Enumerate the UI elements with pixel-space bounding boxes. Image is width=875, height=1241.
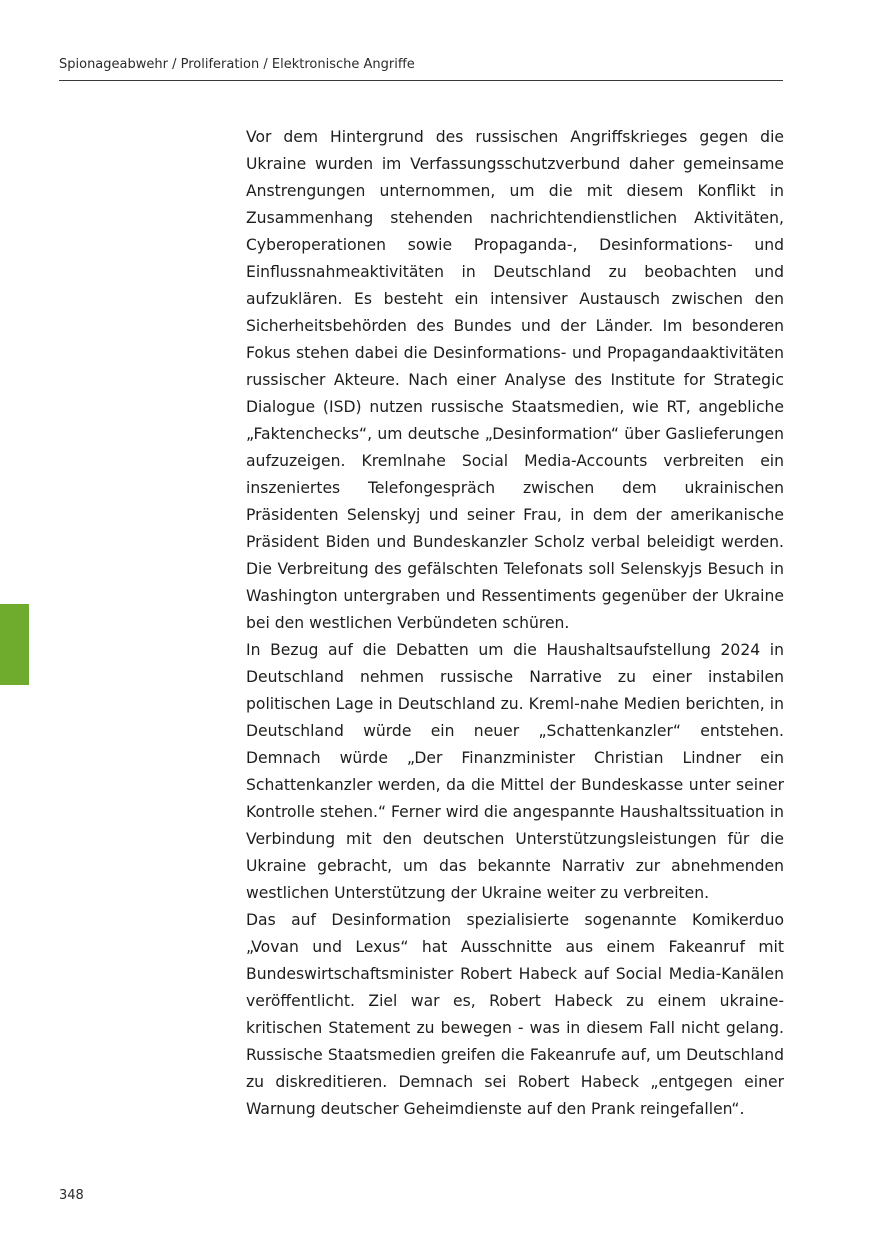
- paragraph-fakeanruf-habeck: Das auf Desinformation spezialisierte sogenannte Komikerduo „Vovan und Lexus“ hat Ausschnitte aus einem Fakeanruf mit Bundeswirtschaftsminister Robert Habeck auf Social Media-Kanälen veröffentlicht. Ziel war es, Robert Habeck zu einem ukraine-kritischen Statement zu bewegen - was in diesem Fall nicht gelang. Russische Staatsmedien greifen die Fakeanrufe auf, um Deutschland zu diskreditieren. Demnach sei Robert Habeck „entgegen einer Warnung deutscher Geheimdienste auf den Prank reingefallen“.: [246, 911, 784, 1118]
- page-number: 348: [59, 1188, 84, 1203]
- chapter-side-tab: [0, 604, 29, 685]
- running-header: Spionageabwehr / Proliferation / Elektronische Angriffe: [59, 57, 415, 72]
- header-divider: [59, 80, 783, 81]
- paragraph-haushalt-narrative: In Bezug auf die Debatten um die Haushaltsaufstellung 2024 in Deutschland nehmen russische Narrative zu einer instabilen politischen Lage in Deutschland zu. Kreml-nahe Medien berichten, in Deutschland würde ein neuer „Schattenkanzler“ entstehen. Demnach würde „Der Finanzminister Christian Lindner ein Schattenkanzler werden, da die Mittel der Bundeskasse unter seiner Kontrolle stehen.“ Ferner wird die angespannte Haushaltssituation in Verbindung mit den deutschen Unterstützungsleistungen für die Ukraine gebracht, um das bekannte Narrativ zur abnehmenden westlichen Unterstützung der Ukraine weiter zu verbreiten.: [246, 641, 784, 902]
- body-text: [246, 124, 784, 1123]
- paragraph-ukraine-desinformation: Vor dem Hintergrund des russischen Angriffskrieges gegen die Ukraine wurden im Verfassungsschutzverbund daher gemeinsame Anstrengungen unternommen, um die mit diesem Konflikt in Zusammenhang stehenden nachrichtendienstlichen Aktivitäten, Cyberoperationen sowie Propaganda-, Desinformations- und Einflussnahmeaktivitäten in Deutschland zu beobachten und aufzuklären. Es besteht ein intensiver Austausch zwischen den Sicherheitsbehörden des Bundes und der Länder. Im besonderen Fokus stehen dabei die Desinformations- und Propagandaaktivitäten russischer Akteure. Nach einer Analyse des Institute for Strategic Dialogue (ISD) nutzen russische Staatsmedien, wie RT, angebliche „Faktenchecks“, um deutsche „Desinformation“ über Gaslieferungen aufzuzeigen. Kremlnahe Social Media-Accounts verbreiten ein inszeniertes Telefongespräch zwischen dem ukrainischen Präsidenten Selenskyj und seiner Frau, in dem der amerikanische Präsident Biden und Bundeskanzler Scholz verbal beleidigt werden. Die Verbreitung des gefälschten Telefonats soll Selenskyjs Besuch in Washington untergraben und Ressentiments gegenüber der Ukraine bei den westlichen Verbündeten schüren.: [246, 128, 784, 632]
